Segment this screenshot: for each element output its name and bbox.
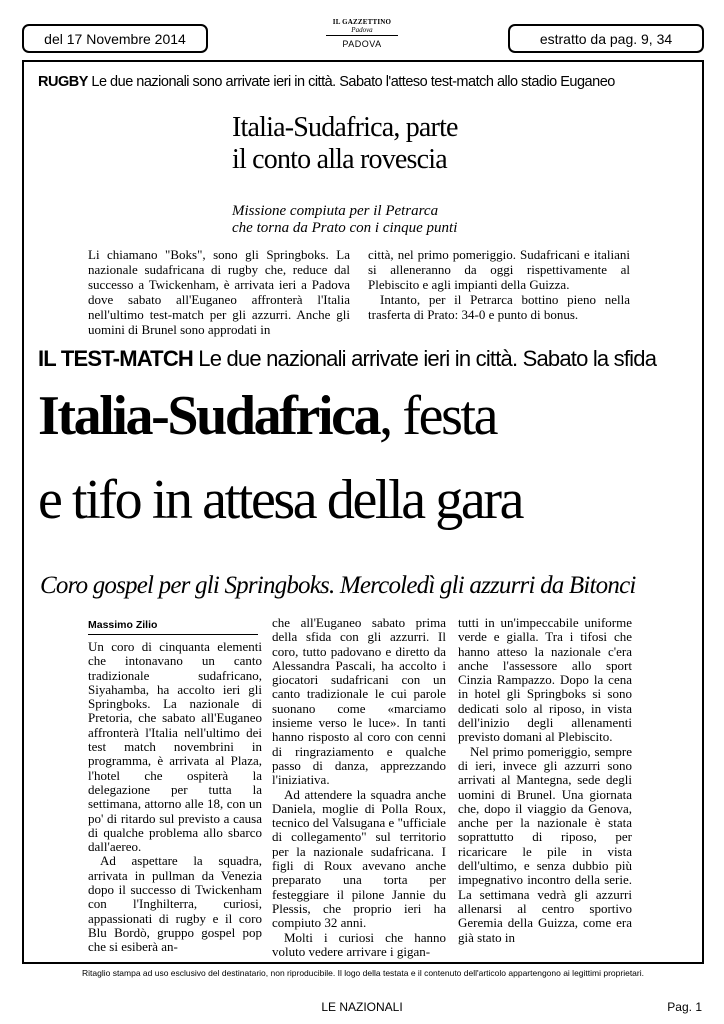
article1-title-line2: il conto alla rovescia — [232, 144, 447, 175]
article2-title-line2: e tifo in attesa della gara — [38, 469, 523, 531]
masthead-logo: IL GAZZETTINO — [332, 18, 392, 26]
masthead — [300, 18, 424, 49]
footer-page-number: Pag. 1 — [667, 1000, 702, 1014]
article2-kicker-label: IL TEST-MATCH — [38, 346, 193, 371]
date-label: del 17 Novembre 2014 — [44, 30, 186, 47]
article2-title-rest: , festa — [379, 385, 497, 447]
article2-paragraph: Ad aspettare la squadra, arrivata in pullman da Venezia dopo il successo di Twickenham con l'Inghilterra, curiosi, appassionati di rugby e il coro Blu Bordò, gruppo gospel pop che si esiberà an- — [88, 853, 262, 955]
article1-subtitle-line1: Missione compiuta per il Petrarca — [232, 203, 439, 219]
article1-paragraph: Intanto, per il Petrarca bottino pieno nella trasferta di Prato: 34-0 e punto di bonus. — [368, 291, 630, 322]
date-box — [22, 24, 208, 53]
article2-kicker-text: Le due nazionali arrivate ieri in città. Sabato la sfida — [193, 346, 657, 371]
disclaimer: Ritaglio stampa ad uso esclusivo del destinatario, non riproducibile. Il logo della testata e il contenuto dell'articolo appartengono ai legittimi proprietari. — [81, 968, 644, 978]
article1-column-right — [368, 248, 630, 323]
article1-subtitle — [232, 203, 532, 237]
article2-title-bold: Italia-Sudafrica — [38, 385, 380, 447]
article1-kicker — [38, 74, 698, 90]
article2-column-2 — [272, 616, 446, 959]
article1-kicker-text: Le due nazionali sono arrivate ieri in città. Sabato l'atteso test-match allo stadio Euganeo — [87, 74, 615, 90]
masthead-edition: Padova — [326, 26, 398, 36]
byline-rule — [88, 634, 258, 635]
byline: Massimo Zilio — [88, 619, 158, 631]
article1-kicker-label: RUGBY — [38, 74, 88, 90]
article2-kicker — [38, 346, 698, 372]
article2-paragraph: tutti in un'impeccabile uniforme verde e gialla. Tra i tifosi che hanno atteso la nazionale c'era anche l'assessore allo sport Cinzia Rampazzo. Dopo la cena in hotel gli Springboks si sono dedicati solo al riposo, in vista dell'inizio degli allenamenti previsto domani al Plebiscito. — [458, 615, 632, 745]
article1-title — [232, 112, 552, 176]
article2-paragraph: Molti i curiosi che hanno voluto vedere arrivare i gigan- — [272, 929, 446, 959]
article2-paragraph: Un coro di cinquanta elementi che intonavano un canto tradizionale sudafricano, Siyahamba, ha accolto ieri gli Springboks. La nazionale di Pretoria, che sabato all'Euganeo affronterà l'Italia nell'ultimo dei test match novembrini in programma, è arrivata al Plaza, l'hotel che ospiterà la delegazione per tutta la settimana, attorno alle 18, con un po' di ritardo sul previsto a causa di qualche problema allo sbarco dall'aereo. — [88, 639, 262, 855]
article2-paragraph: Nel primo pomeriggio, sempre di ieri, invece gli azzurri sono arrivati al Mantegna, sede degli uomini di Brunel. Una giornata che, dopo il viaggio da Genova, anche per la nazionale è stata soprattutto di riposo, per ricaricare le pile in vista dell'ultimo, e senza dubbio più impegnativo incontro della serie. La settimana vedrà gli azzurri allenarsi al centro sportivo Geremia della Guizza, come era già stato in — [458, 743, 632, 945]
article1-column-left: Li chiamano "Boks", sono gli Springboks. La nazionale sudafricana di rugby che, reduce dal successo a Twickenham, è arrivata ieri a Padova dove sabato all'Euganeo affronterà l'Italia nell'ultimo test-match per gli azzurri. Anche gli uomini di Brunel sono approdati in — [88, 247, 350, 337]
extract-label: estratto da pag. 9, 34 — [539, 30, 673, 47]
article1-subtitle-line2: che torna da Prato con i cinque punti — [232, 220, 458, 236]
article1-paragraph: città, nel primo pomeriggio. Sudafricani e italiani si alleneranno da oggi rispettivamente al Plebiscito e agli impianti della Guizza. — [368, 247, 630, 292]
article2-title — [38, 386, 698, 530]
masthead-city: PADOVA — [342, 39, 382, 49]
footer-section: LE NAZIONALI — [321, 1000, 403, 1014]
extract-box — [508, 24, 704, 53]
article2-paragraph: che all'Euganeo sabato prima della sfida con gli azzurri. Il coro, tutto padovano e diretto da Alessandra Pascali, ha accolto i giocatori sudafricani con un canto tradizionale le cui parole suonano come «marciamo insieme verso le luce». In tanti hanno risposto al coro con cenni di ringraziamento e qualche passo di danza, apprezzando l'iniziativa. — [272, 615, 446, 788]
article2-column-1 — [88, 640, 262, 955]
article2-column-3 — [458, 616, 632, 945]
article2-subtitle: Coro gospel per gli Springboks. Mercoledì gli azzurri da Bitonci — [40, 572, 636, 599]
article1-title-line1: Italia-Sudafrica, parte — [232, 112, 458, 143]
article2-paragraph: Ad attendere la squadra anche Daniela, moglie di Polla Roux, tecnico del Valsugana e "ufficiale di collegamento" sul territorio per la nazionale sudafricana. I figli di Roux avevano anche preparato una torta per festeggiare il pilone Jannie du Plessis, che proprio ieri ha compiuto 32 anni. — [272, 786, 446, 931]
